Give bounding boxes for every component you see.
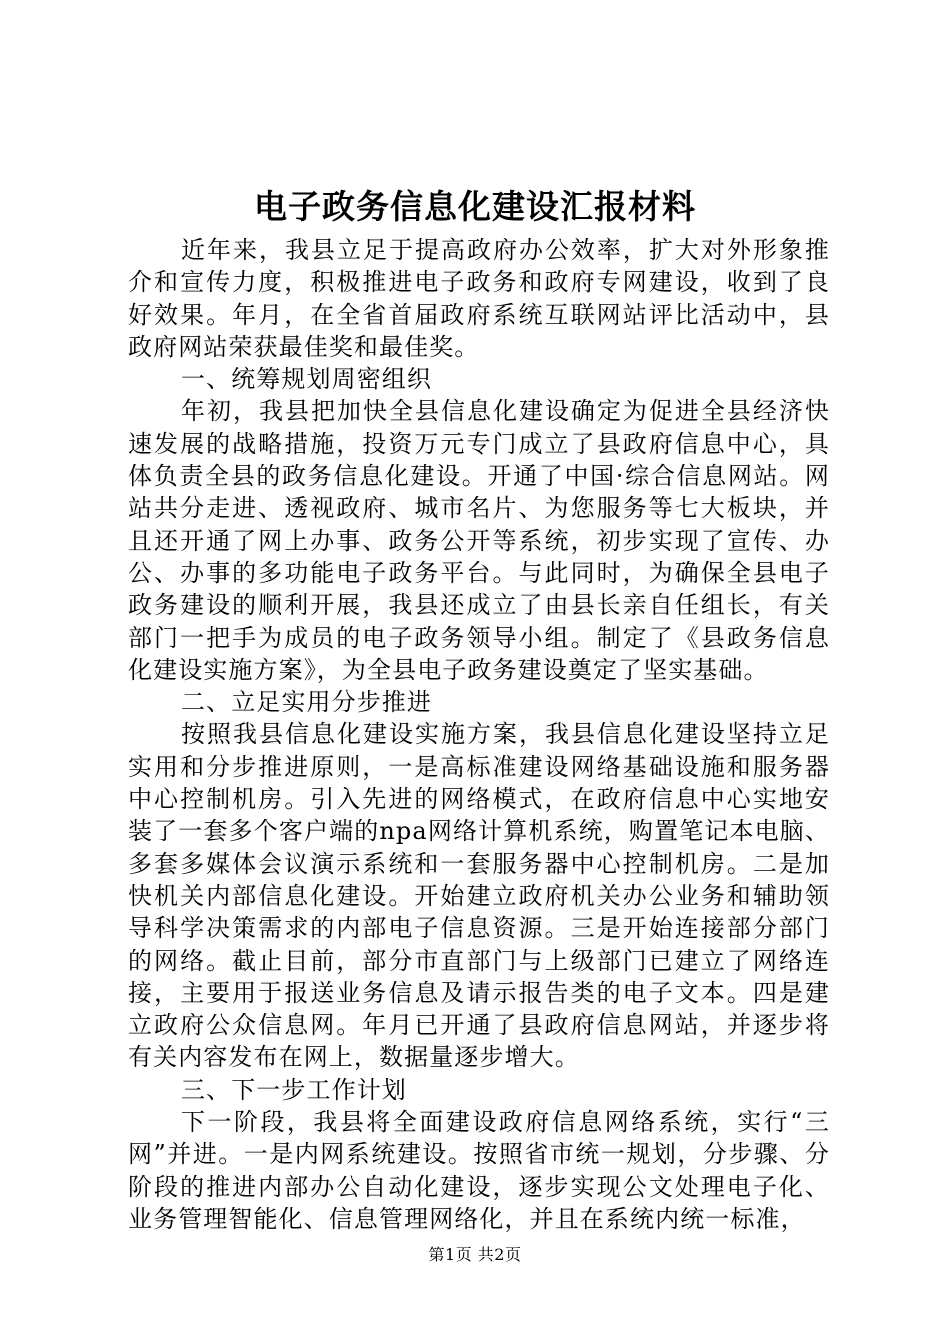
page-number-footer: 第1页 共2页 <box>428 1245 522 1264</box>
paragraph-section-1: 年初，我县把加快全县信息化建设确定为促进全县经济快速发展的战略措施，投资万元专门成立了县政府信息中心，具体负责全县的政务信息化建设。开通了中国·综合信息网站。网站共分走进、透视政府、城市名片、为您服务等七大板块，并且还开通了网上办事、政务公开等系统，初步实现了宣传、办公、办事的多功能电子政务平台。与此同时，为确保全县电子政务建设的顺利开展，我县还成立了由县长亲自任组长，有关部门一把手为成员的电子政务领导小组。制定了《县政务信息化建设实施方案》，为全县电子政务建设奠定了坚实基础。 <box>128 397 830 684</box>
paragraph-intro: 近年来，我县立足于提高政府办公效率，扩大对外形象推介和宣传力度，积极推进电子政务和政府专网建设，收到了良好效果。年月，在全省首届政府系统互联网站评比活动中，县政府网站荣获最佳奖和最佳奖。 <box>128 236 830 361</box>
section-heading-2: 二、立足实用分步推进 <box>181 688 432 717</box>
document-title: 电子政务信息化建设汇报材料 <box>254 187 696 226</box>
paragraph-section-3: 下一阶段，我县将全面建设政府信息网络系统，实行“三网”并进。一是内网系统建设。按照省市统一规划，分步骤、分阶段的推进内部办公自动化建设，逐步实现公文处理电子化、业务管理智能化、信息管理网络化，并且在系统内统一标准， <box>128 1108 830 1233</box>
section-heading-1: 一、统筹规划周密组织 <box>181 365 432 394</box>
document-body <box>128 234 830 1235</box>
paragraph-section-2: 按照我县信息化建设实施方案，我县信息化建设坚持立足实用和分步推进原则，一是高标准建设网络基础设施和服务器中心控制机房。引入先进的网络模式，在政府信息中心实地安装了一套多个客户端的npa网络计算机系统，购置笔记本电脑、多套多媒体会议演示系统和一套服务器中心控制机房。二是加快机关内部信息化建设。开始建立政府机关办公业务和辅助领导科学决策需求的内部电子信息资源。三是开始连接部分部门的网络。截止目前，部分市直部门与上级部门已建立了网络连接，主要用于报送业务信息及请示报告类的电子文本。四是建立政府公众信息网。年月已开通了县政府信息网站，并逐步将有关内容发布在网上，数据量逐步增大。 <box>128 720 830 1072</box>
section-heading-3: 三、下一步工作计划 <box>181 1075 407 1104</box>
